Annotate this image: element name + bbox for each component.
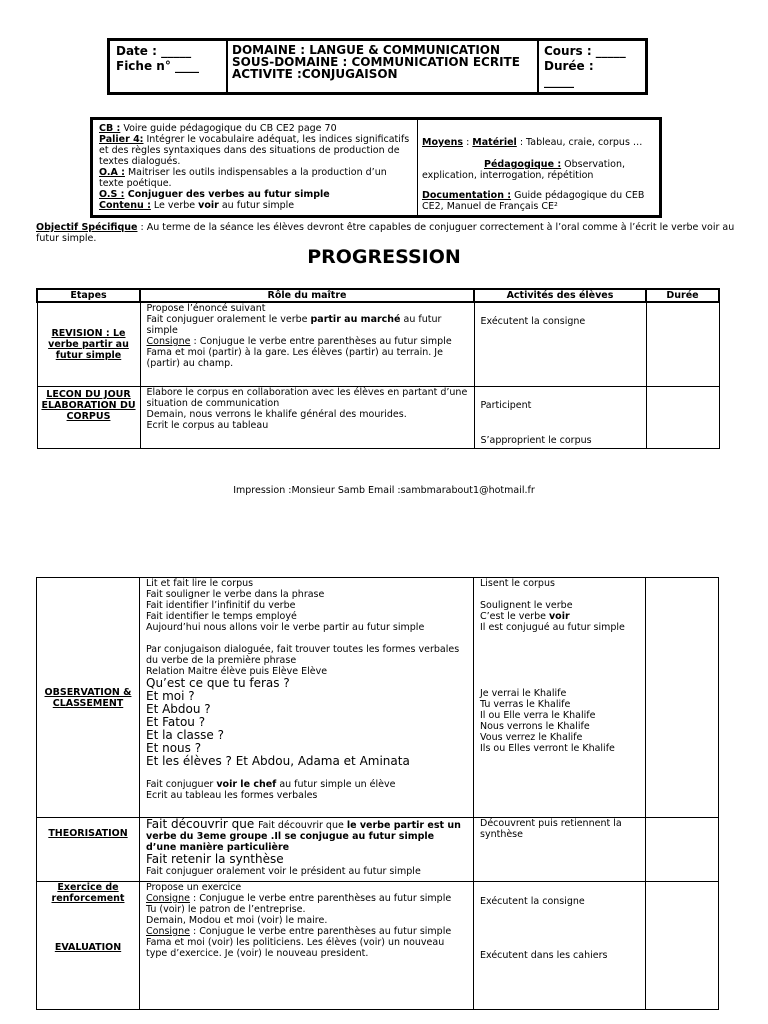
lesson-header — [107, 38, 648, 95]
header-activites: Activités des élèves — [474, 289, 646, 302]
table-row — [37, 578, 719, 818]
table-row — [37, 302, 719, 386]
stage-observation: OBSERVATION & CLASSEMENT — [37, 578, 140, 818]
header-duree: Durée — [646, 289, 719, 302]
duree-blank: _____ — [544, 74, 574, 88]
eleves-cell: Lisent le corpus Soulignent le verbe C’est le verbe voir Il est conjugué au futur simple Je verrai le Khalife Tu verras le Khalife Il ou Elle verra le Khalife Nous verrons le Khalife Vous verrez le Khalife Ils ou Elles verront le Khalife — [474, 578, 646, 818]
duree-cell — [646, 882, 719, 1010]
cours-field: Cours : _____ — [544, 44, 626, 58]
pedagogique-line: Pédagogique : Observation, explication, interrogation, répétition — [422, 159, 626, 181]
duree-cell — [646, 578, 719, 818]
header-role-maitre: Rôle du maître — [140, 289, 474, 302]
date-field: Date : _____ — [116, 44, 192, 58]
duree-cell — [646, 302, 719, 386]
table-header-row — [37, 289, 719, 302]
duree-cell — [646, 818, 719, 882]
header-domaine — [228, 41, 539, 92]
oa-line: O.A : Maitriser les outils indispensables a la production d’un texte poétique. — [99, 167, 387, 189]
moyens-right — [418, 120, 659, 215]
stage-lecon-du-jour: LECON DU JOUR ELABORATION DU CORPUS — [37, 386, 140, 448]
duree-field: Durée : — [544, 59, 594, 73]
moyens-line: Moyens : Matériel : Tableau, craie, corpus … — [422, 137, 643, 148]
sous-domaine-line: SOUS-DOMAINE : COMMUNICATION ECRITE — [232, 55, 520, 69]
palier-line: Palier 4: Intégrer le vocabulaire adéquat, les indices significatifs et des règles syntaxiques dans des situations de production de textes dialogués. — [99, 134, 410, 167]
objectif-specifique: Objectif Spécifique : Au terme de la séance les élèves devront être capables de conjuguer correctement à l’oral comme à l’écrit le verbe voir au futur simple. — [36, 222, 735, 244]
table-row — [37, 818, 719, 882]
domaine-line: DOMAINE : LANGUE & COMMUNICATION — [232, 43, 501, 57]
maitre-cell: Propose l’énoncé suivant Fait conjuguer oralement le verbe partir au marché au futur simple Consigne : Conjugue le verbe entre parenthèses au futur simple Fama et moi (partir) à la gare. Les élèves (partir) au terrain. Je (partir) au champ. — [140, 302, 474, 386]
cb-line: CB : Voire guide pédagogique du CB CE2 page 70 — [99, 123, 337, 134]
eleves-cell: Participent S’approprient le corpus — [474, 386, 646, 448]
eleves-cell: Exécutent la consigne Exécutent dans les cahiers — [474, 882, 646, 1010]
header-date-fiche — [110, 41, 228, 92]
maitre-cell: Lit et fait lire le corpus Fait souligner le verbe dans la phrase Fait identifier l’infinitif du verbe Fait identifier le temps employé Aujourd’hui nous allons voir le verbe partir au futur simple Par conjugaison dialoguée, fait trouver toutes les formes verbales du verbe de la première phrase Relation Maitre élève puis Elève Elève Qu’est ce que tu feras ? Et moi ? Et Abdou ? Et Fatou ? Et la classe ? Et nous ? Et les élèves ? Et Abdou, Adama et Aminata Fait conjuguer voir le chef au futur simple un élève Ecrit au tableau les formes verbales — [140, 578, 474, 818]
table-row — [37, 882, 719, 1010]
stage-exercice-evaluation — [37, 882, 140, 1010]
contenu-line: Contenu : Le verbe voir au futur simple — [99, 200, 295, 211]
progression-table — [36, 288, 720, 449]
page-footer: Impression :Monsieur Samb Email :sambmarabout1@hotmail.fr — [233, 485, 535, 496]
stage-exercice: Exercice de renforcement — [51, 882, 125, 904]
header-cours-duree — [539, 41, 645, 92]
fiche-field: Fiche n° ____ — [116, 59, 200, 73]
duree-cell — [646, 386, 719, 448]
eleves-cell: Exécutent la consigne — [474, 302, 646, 386]
table-row — [37, 386, 719, 448]
progression-table-continued — [36, 577, 719, 1010]
os-line: O.S : Conjuguer des verbes au futur simple — [99, 189, 330, 200]
stage-evaluation: EVALUATION — [54, 942, 122, 953]
documentation-line: Documentation : Guide pédagogique du CEB CE2, Manuel de Français CE² — [422, 190, 645, 212]
stage-theorisation: THEORISATION — [37, 818, 140, 882]
progression-title: PROGRESSION — [307, 246, 461, 268]
activite-line: ACTIVITE :CONJUGAISON — [232, 67, 398, 81]
stage-revision: REVISION : Le verbe partir au futur simple — [37, 302, 140, 386]
maitre-cell: Propose un exercice Consigne : Conjugue le verbe entre parenthèses au futur simple Tu (voir) le patron de l’entreprise. Demain, Modou et moi (voir) le maire. Consigne : Conjugue le verbe entre parenthèses au futur simple Fama et moi (voir) les politiciens. Les élèves (voir) un nouveau type d’exercice. Je (voir) le nouveau president. — [140, 882, 474, 1010]
maitre-cell: Fait découvrir que Fait découvrir que le verbe partir est un verbe du 3eme groupe .Il se conjugue au futur simple d’une manière particulière Fait retenir la synthèse Fait conjuguer oralement voir le président au futur simple — [140, 818, 474, 882]
competence-box — [90, 117, 662, 218]
competence-left — [93, 120, 418, 215]
eleves-cell: Découvrent puis retiennent la synthèse — [474, 818, 646, 882]
maitre-cell: Elabore le corpus en collaboration avec les élèves en partant d’une situation de communication Demain, nous verrons le khalife général des mourides. Ecrit le corpus au tableau — [140, 386, 474, 448]
header-etapes: Etapes — [37, 289, 140, 302]
